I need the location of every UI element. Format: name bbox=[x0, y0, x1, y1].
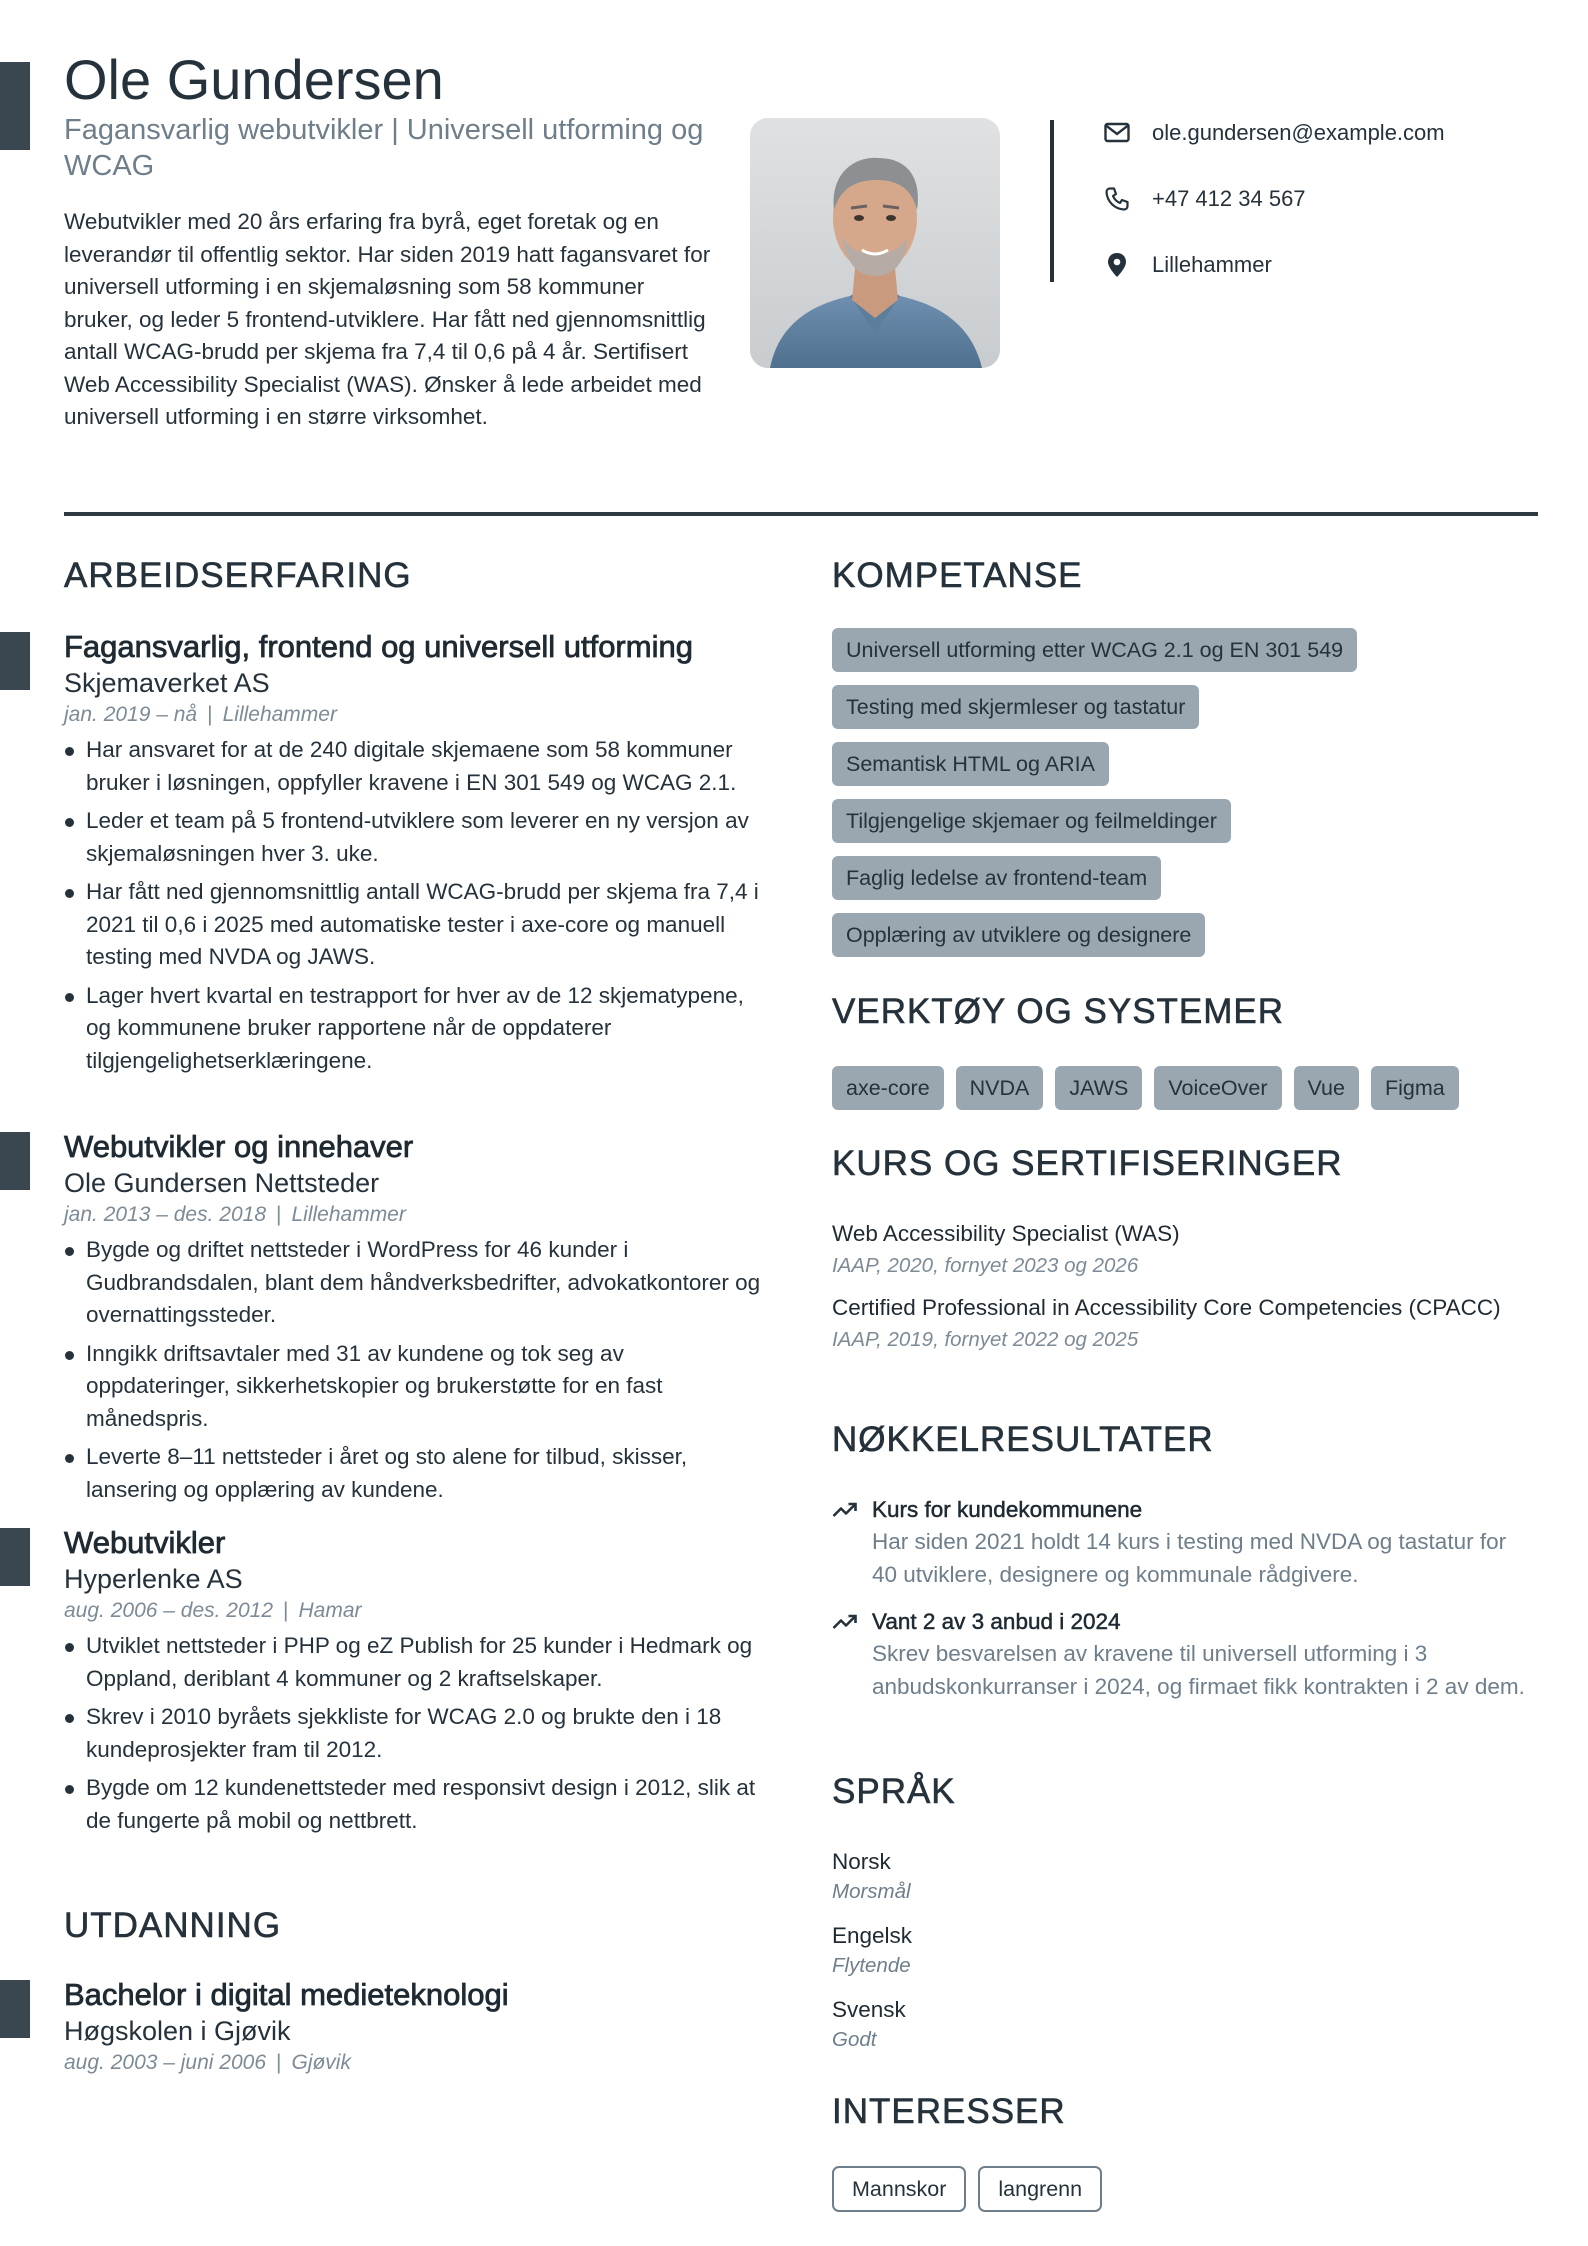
header-accent-bar bbox=[0, 62, 30, 150]
language-level: Flytende bbox=[832, 1954, 911, 1977]
job-company: Ole Gundersen Nettsteder bbox=[64, 1168, 380, 1198]
header-divider bbox=[64, 512, 1538, 516]
tool-tag: Figma bbox=[1371, 1066, 1459, 1110]
location-text: Lillehammer bbox=[1152, 252, 1272, 277]
result-title: Vant 2 av 3 anbud i 2024 bbox=[872, 1609, 1121, 1634]
section-title-education: UTDANNING bbox=[64, 1906, 282, 1945]
job-accent-bar bbox=[0, 1132, 30, 1190]
degree-title: Bachelor i digital medieteknologi bbox=[64, 1977, 509, 2012]
job-bullet: Bygde og driftet nettsteder i WordPress for 46 kunder i Gudbrandsdalen, blant dem håndverksbedrifter, advokatkontorer og overnattingssteder. bbox=[64, 1234, 764, 1332]
job-location: Hamar bbox=[298, 1599, 362, 1622]
resume-header bbox=[64, 46, 1544, 516]
course-entry bbox=[832, 1218, 1512, 1281]
job-meta bbox=[64, 1200, 764, 1230]
contact-location bbox=[1104, 250, 1445, 280]
job-meta bbox=[64, 700, 764, 730]
language-level: Morsmål bbox=[832, 1880, 911, 1903]
job-bullet: Skrev i 2010 byråets sjekkliste for WCAG 2.0 og brukte den i 18 kundeprosjekter fram til 2012. bbox=[64, 1701, 764, 1766]
phone-icon bbox=[1104, 186, 1130, 212]
tool-tag: axe-core bbox=[832, 1066, 944, 1110]
course-meta: IAAP, 2019, fornyet 2022 og 2025 bbox=[832, 1327, 1139, 1351]
profile-photo bbox=[750, 118, 1000, 368]
job-bullet: Lager hvert kvartal en testrapport for hver av de 12 skjematypene, og kommunene bruker rapportene når de oppdaterer tilgjengelighetserklæringene. bbox=[64, 980, 764, 1078]
result-text: Har siden 2021 holdt 14 kurs i testing med NVDA og tastatur for 40 utviklere, designere og kommunale rådgivere. bbox=[872, 1529, 1507, 1587]
result-text: Skrev besvarelsen av kravene til universell utforming i 3 anbudskonkurranser i 2024, og firmaet fikk kontrakten i 2 av dem. bbox=[872, 1641, 1525, 1699]
job-bullets bbox=[64, 1234, 764, 1506]
job-bullet: Har ansvaret for at de 240 digitale skjemaene som 58 kommuner bruker i løsningen, oppfyller kravene i EN 301 549 og WCAG 2.1. bbox=[64, 734, 764, 799]
job-location: Lillehammer bbox=[291, 1203, 406, 1226]
job-meta bbox=[64, 1596, 764, 1626]
job-accent-bar bbox=[0, 632, 30, 690]
education-location: Gjøvik bbox=[291, 2051, 351, 2074]
school-name: Høgskolen i Gjøvik bbox=[64, 2016, 291, 2046]
job-bullets bbox=[64, 1630, 764, 1837]
job-bullet: Inngikk driftsavtaler med 31 av kundene og tok seg av oppdateringer, sikkerhetskopier og brukerstøtte for en fast månedspris. bbox=[64, 1338, 764, 1436]
candidate-name: Ole Gundersen bbox=[64, 48, 444, 111]
course-entry bbox=[832, 1292, 1512, 1355]
job-bullet: Har fått ned gjennomsnittlig antall WCAG-brudd per skjema fra 7,4 i 2021 til 0,6 i 2025 med automatiske tester i axe-core og manuell testing med NVDA og JAWS. bbox=[64, 876, 764, 974]
job-bullets bbox=[64, 734, 764, 1077]
section-title-skills: KOMPETANSE bbox=[832, 556, 1083, 595]
job-title: Webutvikler bbox=[64, 1525, 226, 1560]
section-title-interests: INTERESSER bbox=[832, 2092, 1066, 2131]
course-name: Certified Professional in Accessibility Core Competencies (CPACC) bbox=[832, 1295, 1501, 1320]
email-text: ole.gundersen@example.com bbox=[1152, 120, 1445, 145]
section-title-languages: SPRÅK bbox=[832, 1772, 956, 1811]
mail-icon bbox=[1104, 120, 1130, 146]
language-entry bbox=[832, 1994, 906, 2054]
job-bullet: Leder et team på 5 frontend-utviklere som leverer en ny versjon av skjemaløsningen hver 3. uke. bbox=[64, 805, 764, 870]
skill-tag: Semantisk HTML og ARIA bbox=[832, 742, 1109, 786]
job-accent-bar bbox=[0, 1528, 30, 1586]
skill-tag: Opplæring av utviklere og designere bbox=[832, 913, 1205, 957]
trending-up-icon bbox=[832, 1500, 858, 1520]
education-entry bbox=[64, 1976, 764, 2078]
skills-list bbox=[832, 628, 1357, 970]
meta-separator: | bbox=[283, 1599, 289, 1622]
profile-summary: Webutvikler med 20 års erfaring fra byrå, eget foretak og en leverandør til offentlig sektor. Har siden 2019 hatt fagansvaret for universell utforming i en skjemaløsning som 58 kommuner bruker, og leder 5 frontend-utviklere. Har fått ned gjennomsnittlig antall WCAG-brudd per skjema fra 7,4 til 0,6 på 4 år. Sertifisert Web Accessibility Specialist (WAS). Ønsker å lede arbeidet med universell utforming i en større virksomhet. bbox=[64, 209, 711, 429]
candidate-headline: Fagansvarlig webutvikler | Universell utforming og WCAG bbox=[64, 114, 704, 182]
contact-email[interactable] bbox=[1104, 118, 1445, 148]
skill-tag: Faglig ledelse av frontend-team bbox=[832, 856, 1161, 900]
job-title: Fagansvarlig, frontend og universell utforming bbox=[64, 629, 693, 664]
result-entry bbox=[832, 1606, 1532, 1703]
education-meta bbox=[64, 2048, 764, 2078]
job-bullet: Leverte 8–11 nettsteder i året og sto alene for tilbud, skisser, lansering og opplæring av kundene. bbox=[64, 1441, 764, 1506]
profile-photo-image bbox=[750, 118, 1000, 368]
result-entry bbox=[832, 1494, 1532, 1591]
language-level: Godt bbox=[832, 2028, 877, 2051]
job-entry bbox=[64, 1128, 764, 1512]
interest-tag: langrenn bbox=[978, 2166, 1102, 2212]
tool-tag: NVDA bbox=[956, 1066, 1044, 1110]
map-pin-icon bbox=[1104, 252, 1130, 278]
contact-phone[interactable] bbox=[1104, 184, 1445, 214]
job-title: Webutvikler og innehaver bbox=[64, 1129, 414, 1164]
skill-tag: Testing med skjermleser og tastatur bbox=[832, 685, 1199, 729]
section-title-courses: KURS OG SERTIFISERINGER bbox=[832, 1144, 1343, 1183]
job-bullet: Bygde om 12 kundenettsteder med responsivt design i 2012, slik at de fungerte på mobil og nettbrett. bbox=[64, 1772, 764, 1837]
section-title-results: NØKKELRESULTATER bbox=[832, 1420, 1214, 1459]
tool-tag: Vue bbox=[1294, 1066, 1359, 1110]
job-company: Skjemaverket AS bbox=[64, 668, 270, 698]
meta-separator: | bbox=[276, 1203, 282, 1226]
meta-separator: | bbox=[207, 703, 213, 726]
tool-tag: VoiceOver bbox=[1154, 1066, 1281, 1110]
job-dates: aug. 2006 – des. 2012 bbox=[64, 1599, 274, 1622]
language-name: Svensk bbox=[832, 1997, 906, 2022]
section-title-tools: VERKTØY OG SYSTEMER bbox=[832, 992, 1285, 1031]
job-bullet: Utviklet nettsteder i PHP og eZ Publish for 25 kunder i Hedmark og Oppland, deriblant 4 kommuner og 2 kraftselskaper. bbox=[64, 1630, 764, 1695]
language-name: Norsk bbox=[832, 1849, 891, 1874]
contact-list bbox=[1104, 118, 1445, 316]
trending-up-icon bbox=[832, 1612, 858, 1632]
job-entry bbox=[64, 1524, 764, 1843]
meta-separator: | bbox=[276, 2051, 282, 2074]
phone-text: +47 412 34 567 bbox=[1152, 186, 1306, 211]
course-meta: IAAP, 2020, fornyet 2023 og 2026 bbox=[832, 1253, 1139, 1277]
tools-list bbox=[832, 1066, 1471, 1110]
section-title-experience: ARBEIDSERFARING bbox=[64, 556, 412, 595]
skill-tag: Tilgjengelige skjemaer og feilmeldinger bbox=[832, 799, 1231, 843]
result-title: Kurs for kundekommunene bbox=[872, 1497, 1143, 1522]
language-entry bbox=[832, 1846, 911, 1906]
job-dates: jan. 2019 – nå bbox=[64, 703, 198, 726]
interest-tag: Mannskor bbox=[832, 2166, 966, 2212]
job-entry bbox=[64, 628, 764, 1083]
interests-list bbox=[832, 2166, 1114, 2212]
skill-tag: Universell utforming etter WCAG 2.1 og EN 301 549 bbox=[832, 628, 1357, 672]
tool-tag: JAWS bbox=[1055, 1066, 1142, 1110]
education-dates: aug. 2003 – juni 2006 bbox=[64, 2051, 267, 2074]
course-name: Web Accessibility Specialist (WAS) bbox=[832, 1221, 1180, 1246]
language-name: Engelsk bbox=[832, 1923, 913, 1948]
job-dates: jan. 2013 – des. 2018 bbox=[64, 1203, 267, 1226]
job-company: Hyperlenke AS bbox=[64, 1564, 243, 1594]
job-location: Lillehammer bbox=[222, 703, 337, 726]
language-entry bbox=[832, 1920, 912, 1980]
contact-divider bbox=[1050, 120, 1054, 282]
education-accent-bar bbox=[0, 1980, 30, 2038]
